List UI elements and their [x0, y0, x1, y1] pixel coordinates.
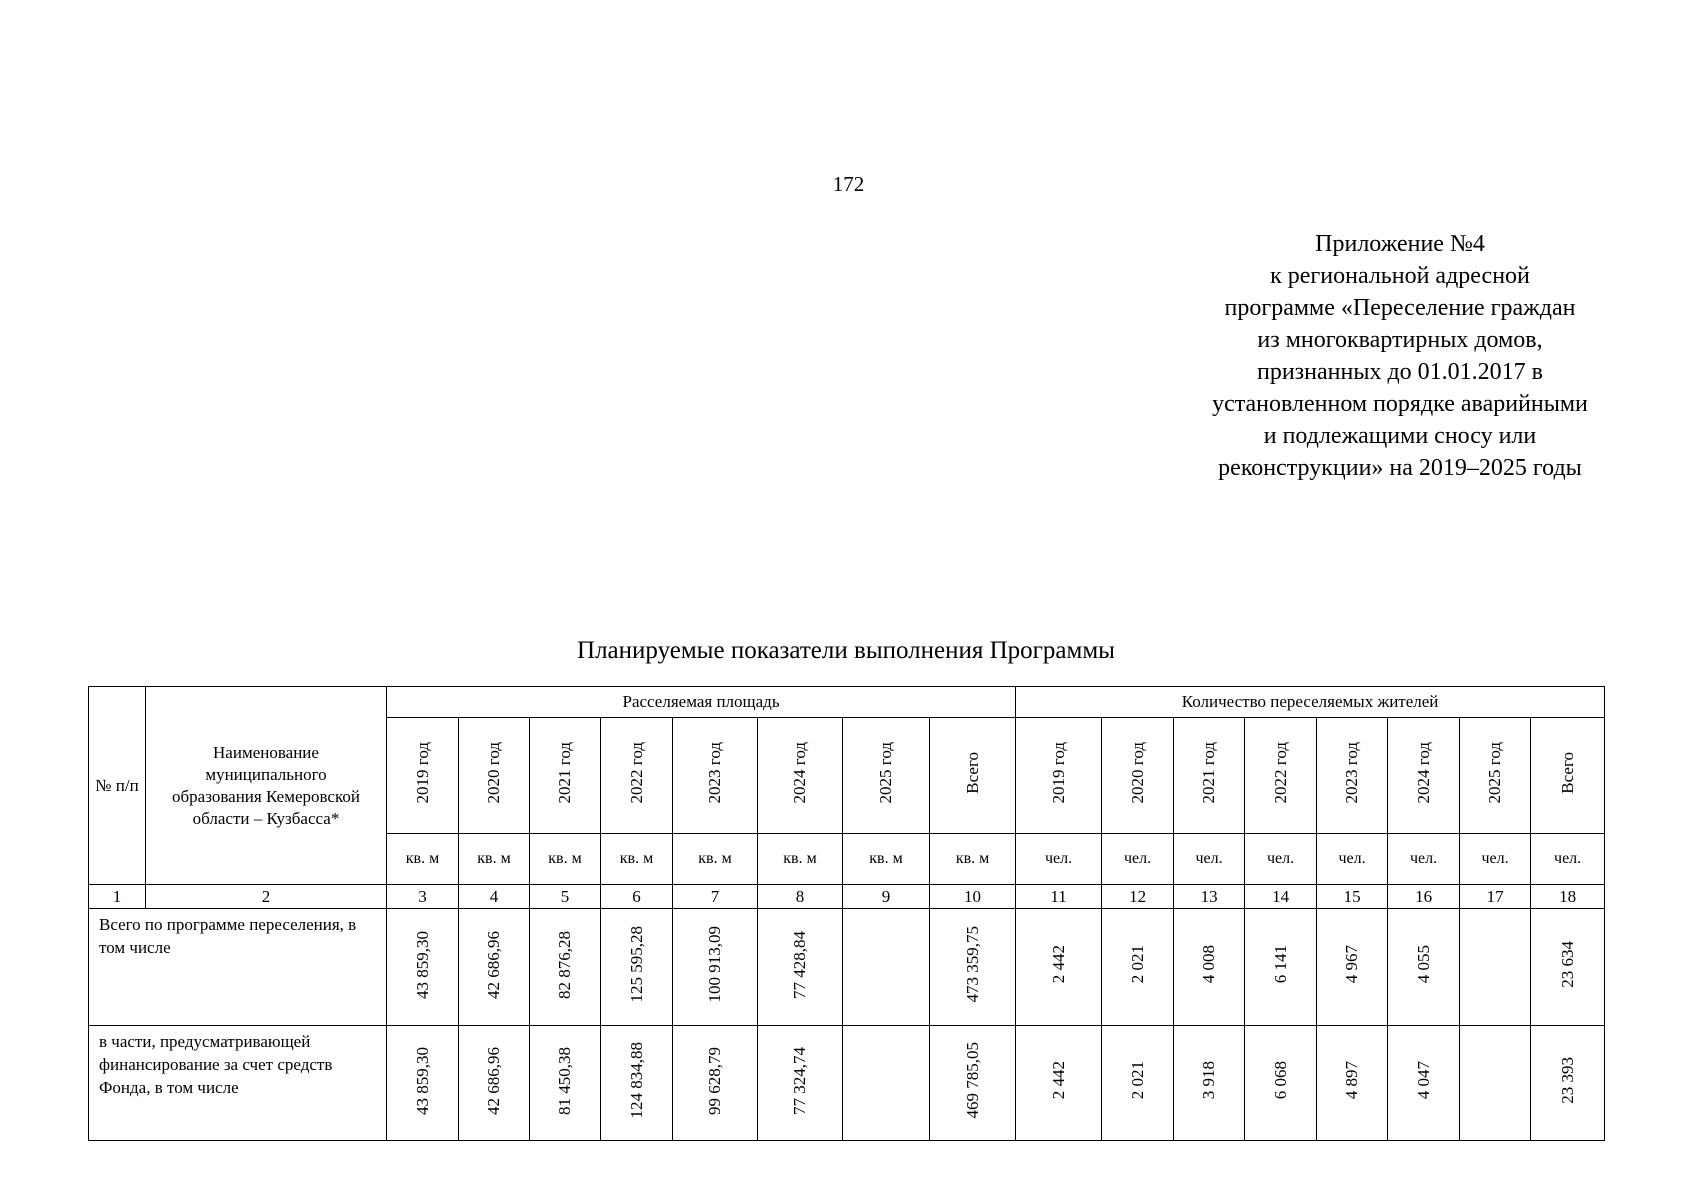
- column-number: 17: [1460, 885, 1531, 909]
- unit-people: чел.: [1016, 834, 1102, 885]
- people-value: 6 068: [1245, 1026, 1317, 1141]
- people-value: 3 918: [1174, 1026, 1245, 1141]
- header-area-year: 2020 год: [459, 718, 530, 834]
- people-value: [1460, 909, 1531, 1026]
- header-area-year: 2019 год: [387, 718, 459, 834]
- unit-area: кв. м: [530, 834, 601, 885]
- unit-people: чел.: [1531, 834, 1605, 885]
- table-row: [89, 909, 1605, 1026]
- area-value: 82 876,28: [530, 909, 601, 1026]
- row-label: Всего по программе переселения, в том числе: [89, 909, 387, 1026]
- column-number: 18: [1531, 885, 1605, 909]
- column-number: 3: [387, 885, 459, 909]
- people-value: 6 141: [1245, 909, 1317, 1026]
- unit-people: чел.: [1388, 834, 1460, 885]
- people-total: 23 393: [1531, 1026, 1605, 1141]
- header-name: Наименование муниципального образования Кемеровской области – Кузбасса*: [146, 687, 387, 885]
- people-value: 2 021: [1102, 1026, 1174, 1141]
- header-people-year: 2023 год: [1317, 718, 1388, 834]
- column-number: 2: [146, 885, 387, 909]
- header-area-group: Расселяемая площадь: [387, 687, 1016, 718]
- unit-area: кв. м: [758, 834, 843, 885]
- unit-people: чел.: [1317, 834, 1388, 885]
- people-value: 2 442: [1016, 1026, 1102, 1141]
- area-value: [843, 1026, 930, 1141]
- area-value: 42 686,96: [459, 909, 530, 1026]
- appendix-line: установленном порядке аварийными: [1212, 391, 1588, 417]
- people-value: 4 008: [1174, 909, 1245, 1026]
- area-value: 124 834,88: [601, 1026, 673, 1141]
- column-number: 8: [758, 885, 843, 909]
- header-people-total: Всего: [1531, 718, 1605, 834]
- appendix-line: признанных до 01.01.2017 в: [1256, 359, 1544, 385]
- unit-people: чел.: [1460, 834, 1531, 885]
- people-value: 4 055: [1388, 909, 1460, 1026]
- header-people-year: 2022 год: [1245, 718, 1317, 834]
- table-title: Планируемые показатели выполнения Программы: [577, 637, 1115, 664]
- appendix-line: и подлежащими сносу или: [1263, 423, 1537, 449]
- header-people-year: 2024 год: [1388, 718, 1460, 834]
- header-area-year: 2021 год: [530, 718, 601, 834]
- area-value: 77 428,84: [758, 909, 843, 1026]
- appendix-line: к региональной адресной: [1270, 263, 1530, 289]
- column-number: 13: [1174, 885, 1245, 909]
- column-number: 16: [1388, 885, 1460, 909]
- people-value: 4 047: [1388, 1026, 1460, 1141]
- area-value: 99 628,79: [673, 1026, 758, 1141]
- people-value: 2 442: [1016, 909, 1102, 1026]
- column-number: 11: [1016, 885, 1102, 909]
- column-number: 7: [673, 885, 758, 909]
- header-area-year: 2024 год: [758, 718, 843, 834]
- area-value: 77 324,74: [758, 1026, 843, 1141]
- area-value: 81 450,38: [530, 1026, 601, 1141]
- header-people-year: 2025 год: [1460, 718, 1531, 834]
- area-value: [843, 909, 930, 1026]
- header-people-group: Количество переселяемых жителей: [1016, 687, 1605, 718]
- people-value: [1460, 1026, 1531, 1141]
- area-value: 125 595,28: [601, 909, 673, 1026]
- appendix-heading: [1165, 228, 1635, 484]
- area-total: 469 785,05: [930, 1026, 1016, 1141]
- area-value: 42 686,96: [459, 1026, 530, 1141]
- column-number: 14: [1245, 885, 1317, 909]
- area-value: 43 859,30: [387, 1026, 459, 1141]
- appendix-line: реконструкции» на 2019–2025 годы: [1218, 455, 1582, 481]
- appendix-line: из многоквартирных домов,: [1257, 327, 1543, 353]
- column-number: 1: [89, 885, 146, 909]
- unit-people: чел.: [1102, 834, 1174, 885]
- unit-area: кв. м: [930, 834, 1016, 885]
- header-people-year: 2021 год: [1174, 718, 1245, 834]
- header-area-year: 2022 год: [601, 718, 673, 834]
- unit-area: кв. м: [459, 834, 530, 885]
- header-area-year: 2025 год: [843, 718, 930, 834]
- indicators-table: [88, 686, 1605, 1141]
- header-people-year: 2019 год: [1016, 718, 1102, 834]
- header-people-year: 2020 год: [1102, 718, 1174, 834]
- area-total: 473 359,75: [930, 909, 1016, 1026]
- header-area-year: 2023 год: [673, 718, 758, 834]
- header-area-total: Всего: [930, 718, 1016, 834]
- unit-area: кв. м: [843, 834, 930, 885]
- page-number: 172: [832, 172, 865, 196]
- column-number: 6: [601, 885, 673, 909]
- table-row: [89, 1026, 1605, 1141]
- unit-area: кв. м: [601, 834, 673, 885]
- appendix-line: программе «Переселение граждан: [1224, 295, 1576, 321]
- column-number: 5: [530, 885, 601, 909]
- column-number: 12: [1102, 885, 1174, 909]
- area-value: 100 913,09: [673, 909, 758, 1026]
- column-number: 10: [930, 885, 1016, 909]
- people-value: 2 021: [1102, 909, 1174, 1026]
- people-value: 4 967: [1317, 909, 1388, 1026]
- appendix-line: Приложение №4: [1315, 231, 1485, 257]
- area-value: 43 859,30: [387, 909, 459, 1026]
- people-total: 23 634: [1531, 909, 1605, 1026]
- row-label: в части, предусматривающей финансирование за счет средств Фонда, в том числе: [89, 1026, 387, 1141]
- people-value: 4 897: [1317, 1026, 1388, 1141]
- column-number: 9: [843, 885, 930, 909]
- unit-area: кв. м: [673, 834, 758, 885]
- column-number: 15: [1317, 885, 1388, 909]
- header-num: № п/п: [89, 687, 146, 885]
- column-number: 4: [459, 885, 530, 909]
- column-number-row: [89, 885, 1605, 909]
- unit-area: кв. м: [387, 834, 459, 885]
- unit-people: чел.: [1245, 834, 1317, 885]
- unit-people: чел.: [1174, 834, 1245, 885]
